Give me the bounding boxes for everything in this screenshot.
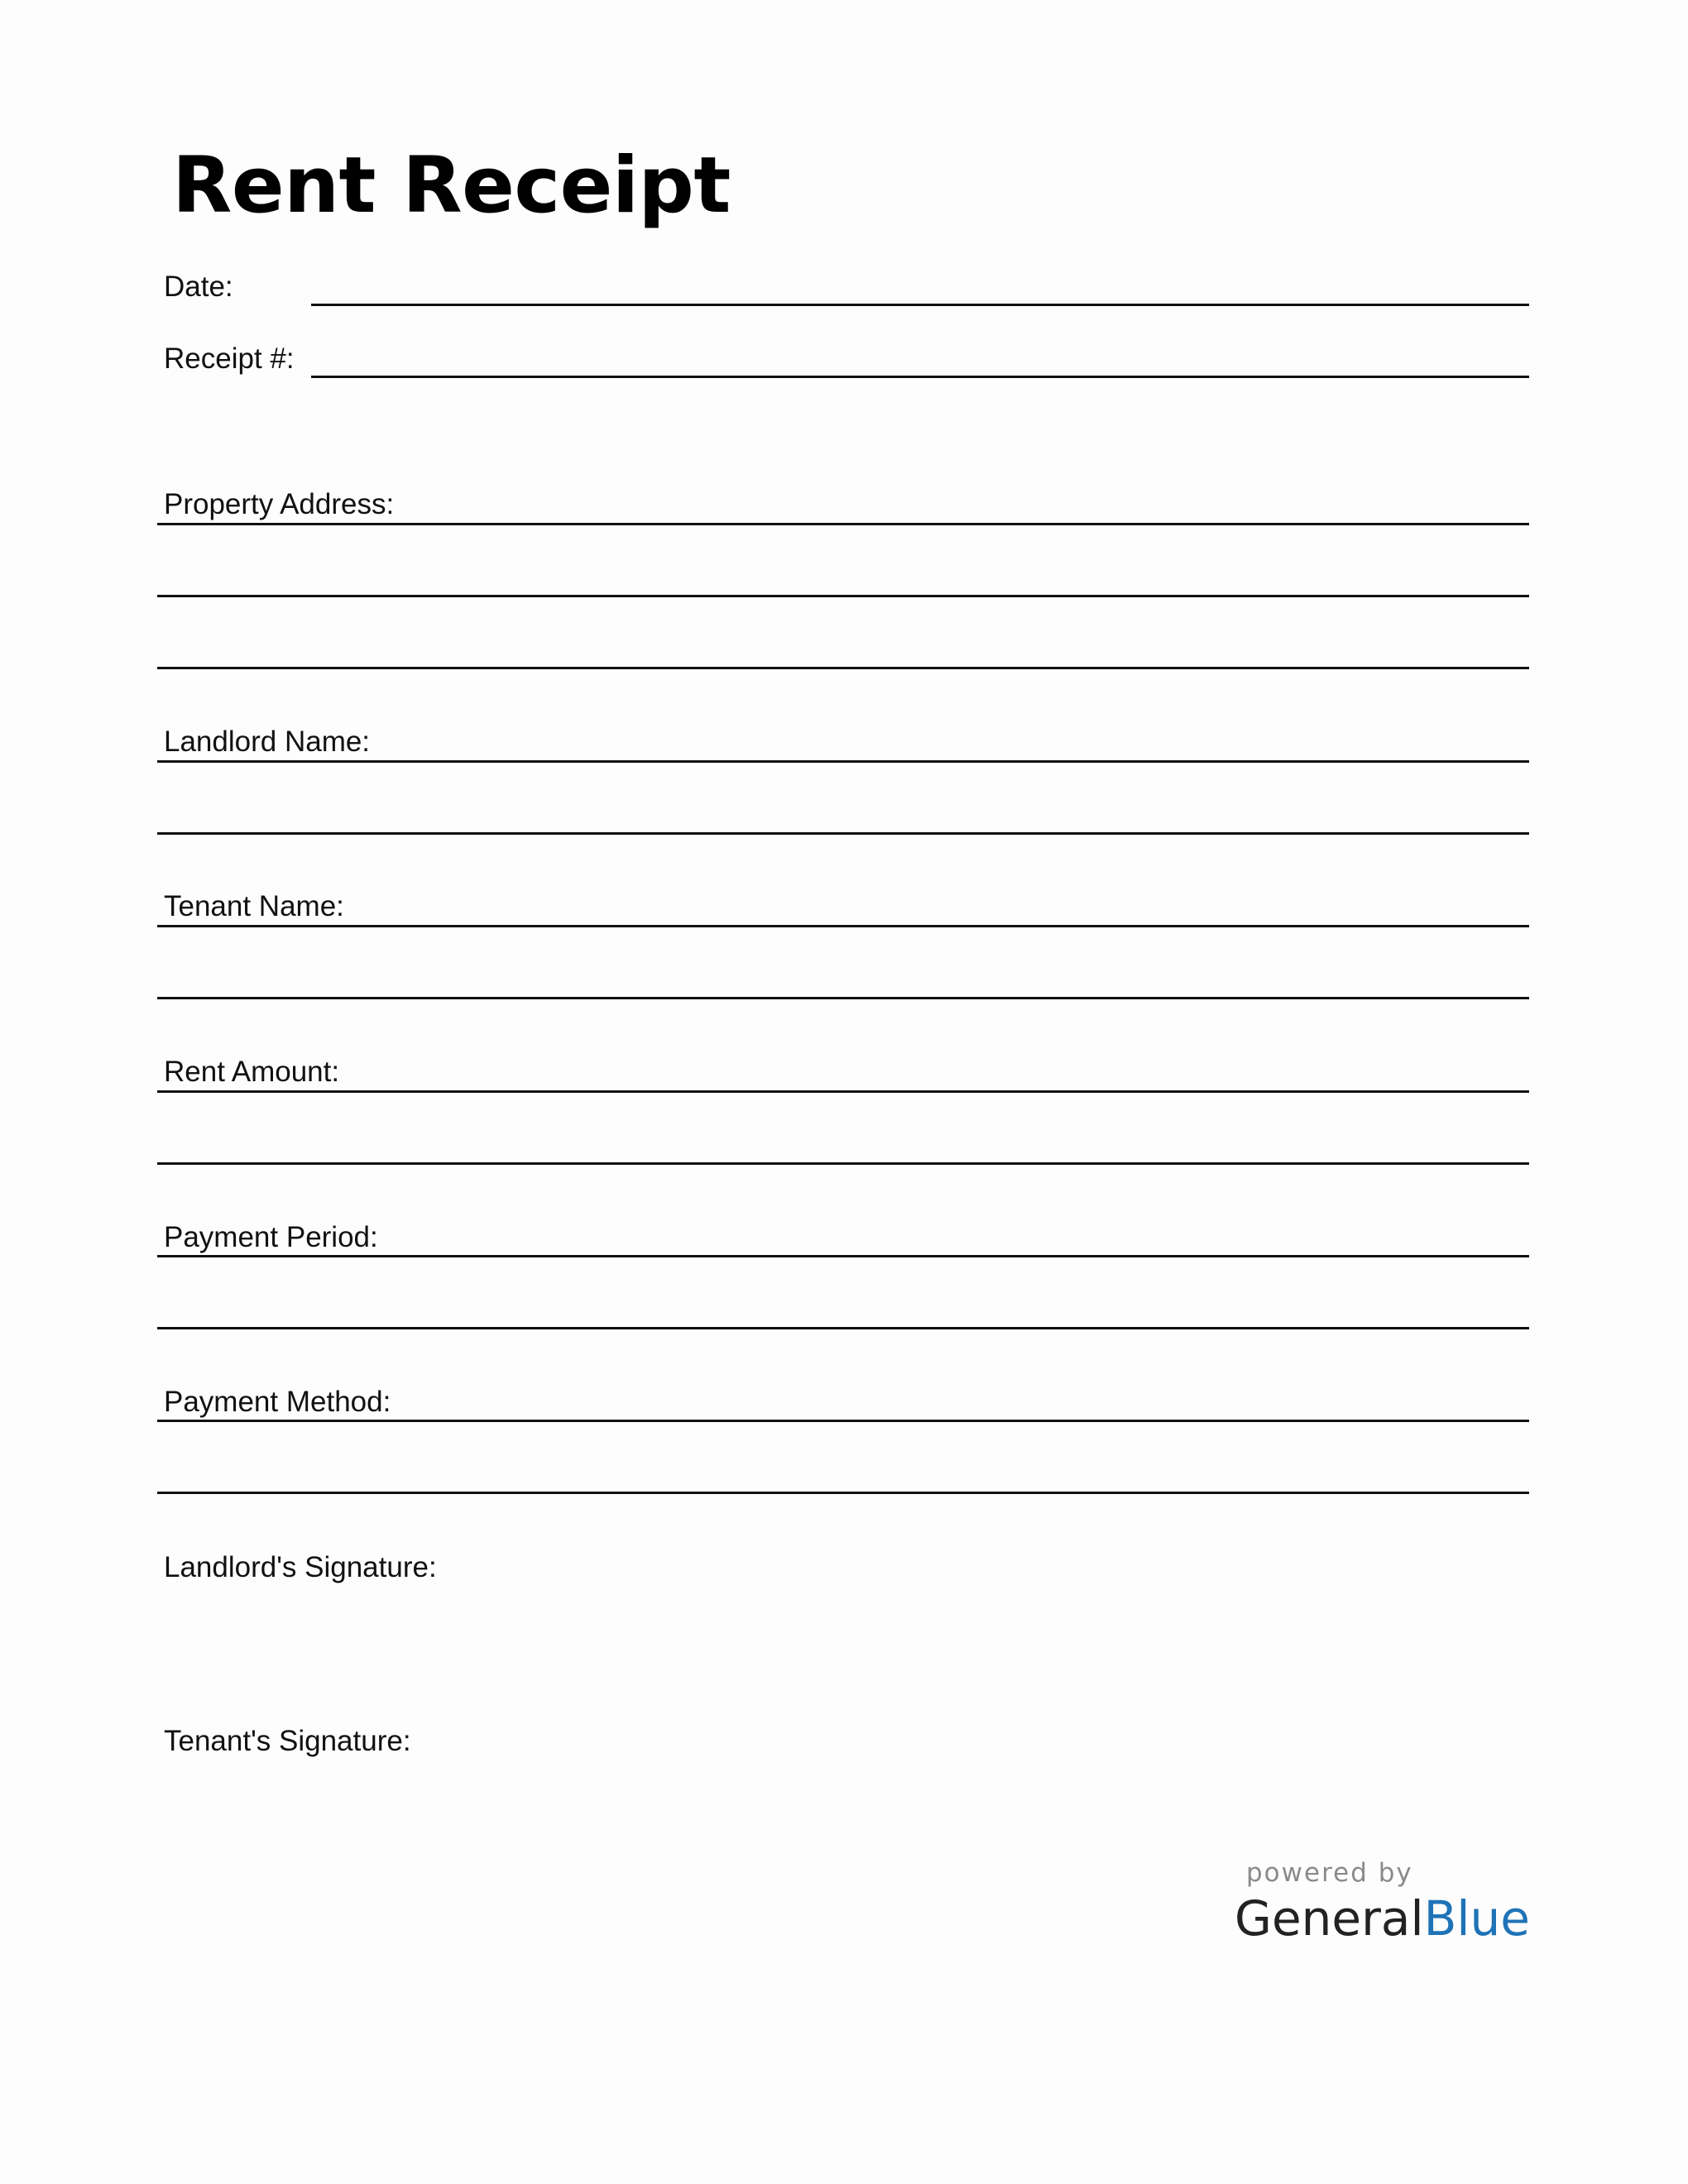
tenant-name-label: Tenant Name: (164, 890, 344, 922)
date-label: Date: (164, 271, 233, 303)
payment-method-label: Payment Method: (164, 1386, 391, 1418)
payment-method-line-2[interactable] (157, 1492, 1529, 1494)
property-address-line-2[interactable] (157, 595, 1529, 597)
brand-name (1235, 1891, 1530, 1946)
page-title: Rent Receipt (172, 141, 731, 231)
receipt-number-field-line[interactable] (311, 376, 1529, 378)
receipt-number-label: Receipt #: (164, 342, 295, 375)
rent-amount-line-2[interactable] (157, 1162, 1529, 1165)
landlord-name-label: Landlord Name: (164, 726, 371, 758)
tenant-signature-label: Tenant's Signature: (164, 1725, 411, 1757)
date-field-line[interactable] (311, 304, 1529, 306)
property-address-line-1[interactable] (157, 523, 1529, 525)
payment-period-line-2[interactable] (157, 1327, 1529, 1329)
landlord-signature-label: Landlord's Signature: (164, 1551, 437, 1583)
landlord-name-line-1[interactable] (157, 760, 1529, 763)
landlord-name-line-2[interactable] (157, 832, 1529, 835)
tenant-name-line-1[interactable] (157, 925, 1529, 927)
property-address-label: Property Address: (164, 488, 395, 520)
rent-amount-line-1[interactable] (157, 1090, 1529, 1093)
tenant-name-line-2[interactable] (157, 997, 1529, 999)
brand-name-blue: Blue (1423, 1890, 1530, 1947)
property-address-line-3[interactable] (157, 667, 1529, 669)
payment-period-line-1[interactable] (157, 1255, 1529, 1257)
payment-period-label: Payment Period: (164, 1221, 378, 1253)
brand-name-general: General (1235, 1890, 1424, 1947)
brand-logo (1233, 1858, 1531, 1949)
powered-by-text: powered by (1246, 1858, 1413, 1888)
rent-amount-label: Rent Amount: (164, 1056, 340, 1088)
payment-method-line-1[interactable] (157, 1420, 1529, 1422)
